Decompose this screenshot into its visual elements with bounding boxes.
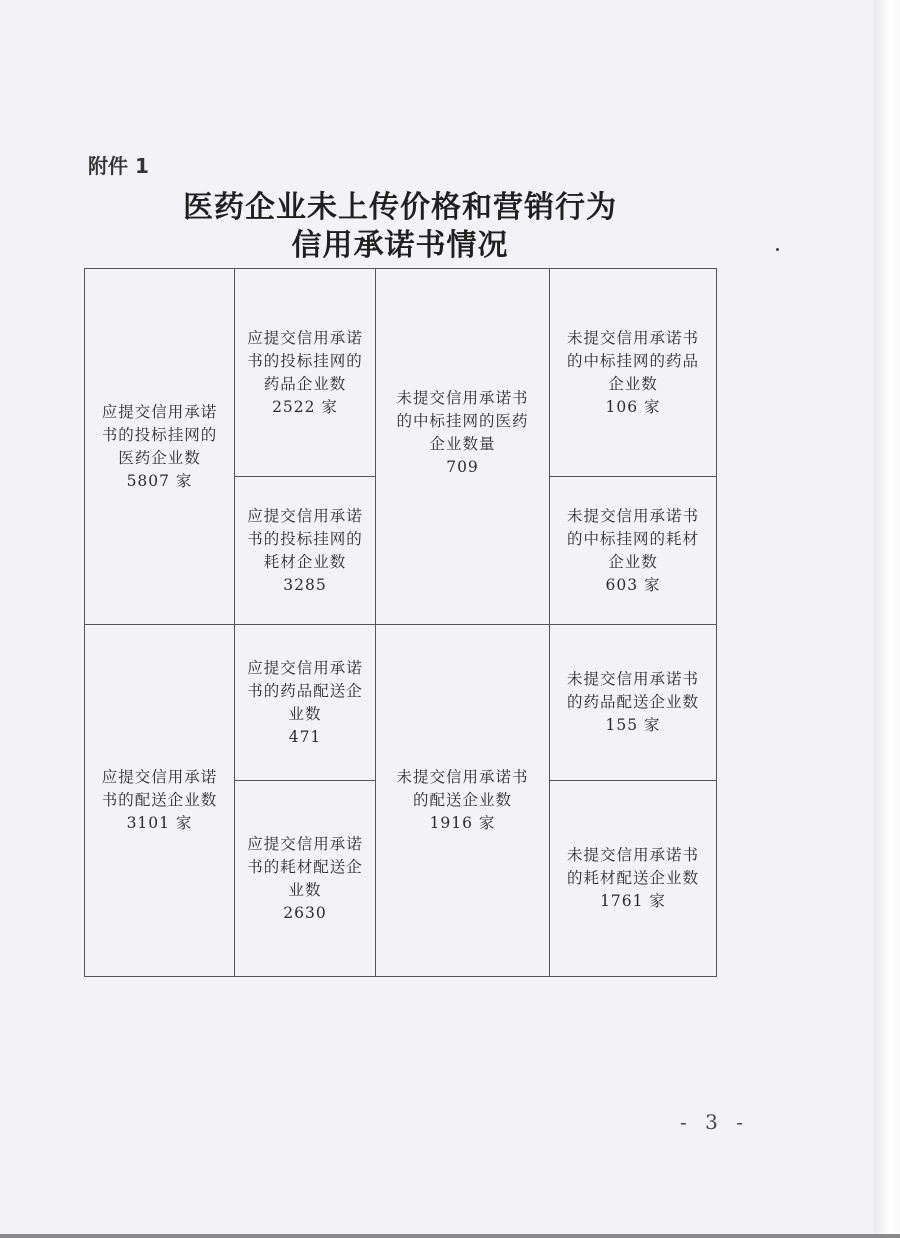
cell-delivery-unsubmitted-drug: 未提交信用承诺书 的药品配送企业数 155 家 — [550, 625, 717, 781]
cell-bid-unsubmitted-material: 未提交信用承诺书 的中标挂网的耗材 企业数 603 家 — [550, 477, 717, 625]
cell-delivery-unsubmitted-material: 未提交信用承诺书 的耗材配送企业数 1761 家 — [550, 781, 717, 977]
cell-bid-unsubmitted-total: 未提交信用承诺书 的中标挂网的医药 企业数量 709 — [376, 269, 550, 625]
cell-delivery-material: 应提交信用承诺 书的耗材配送企 业数 2630 — [235, 781, 376, 977]
page-number: - 3 - — [680, 1110, 749, 1134]
document-title-line-2: 信用承诺书情况 — [291, 228, 509, 263]
cell-delivery-total: 应提交信用承诺 书的配送企业数 3101 家 — [85, 625, 235, 977]
page-edge — [874, 0, 900, 1238]
document-title-line-1: 医药企业未上传价格和营销行为 — [183, 190, 617, 225]
cell-delivery-unsubmitted-total: 未提交信用承诺书 的配送企业数 1916 家 — [376, 625, 550, 977]
cell-bid-material: 应提交信用承诺 书的投标挂网的 耗材企业数 3285 — [235, 477, 376, 625]
cell-bid-drug: 应提交信用承诺 书的投标挂网的 药品企业数 2522 家 — [235, 269, 376, 477]
cell-bid-total: 应提交信用承诺 书的投标挂网的 医药企业数 5807 家 — [85, 269, 235, 625]
scan-bottom-edge — [0, 1234, 900, 1238]
attachment-label: 附件 1 — [88, 154, 149, 178]
commitment-table — [84, 268, 717, 977]
cell-delivery-drug: 应提交信用承诺 书的药品配送企 业数 471 — [235, 625, 376, 781]
scan-speck — [776, 248, 779, 251]
cell-bid-unsubmitted-drug: 未提交信用承诺书 的中标挂网的药品 企业数 106 家 — [550, 269, 717, 477]
